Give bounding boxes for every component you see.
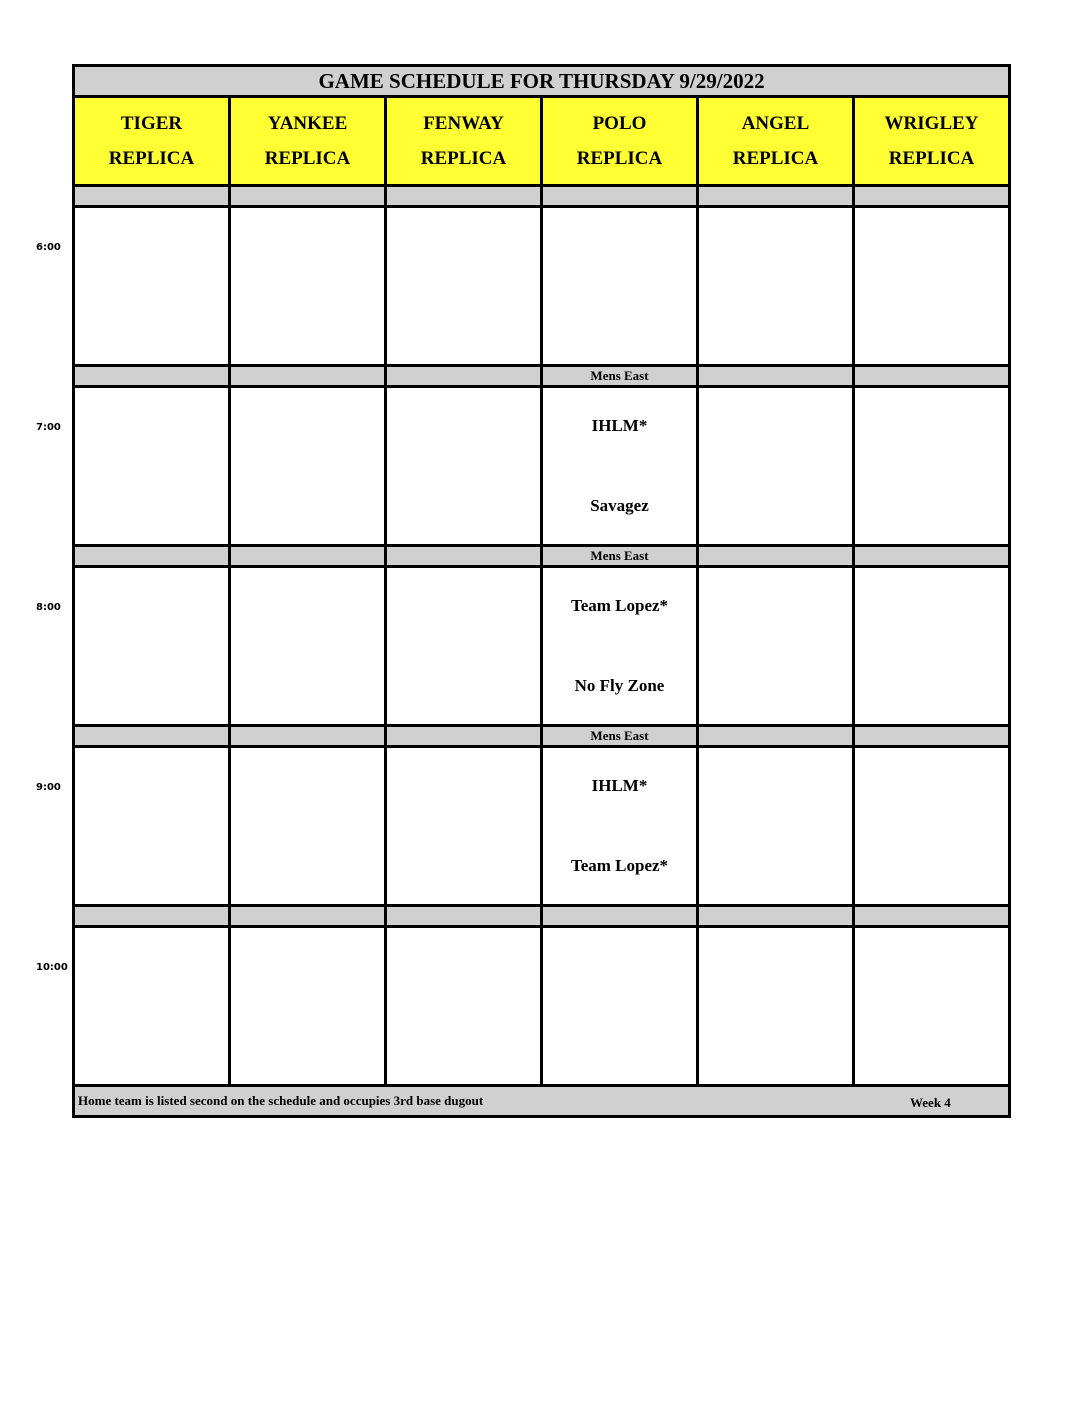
empty-game-cell — [854, 747, 1010, 906]
division-label — [854, 366, 1010, 387]
division-label — [698, 546, 854, 567]
empty-game-cell — [74, 567, 230, 726]
away-team: Team Lopez* — [570, 596, 669, 615]
field-type: REPLICA — [732, 148, 819, 169]
division-label — [230, 726, 386, 747]
home-team: Savagez — [590, 496, 649, 515]
division-label — [854, 546, 1010, 567]
schedule-table — [72, 64, 1011, 1118]
division-label — [854, 726, 1010, 747]
division-label — [698, 726, 854, 747]
empty-game-cell — [386, 747, 542, 906]
empty-game-cell — [854, 567, 1010, 726]
field-name: YANKEE — [267, 113, 348, 134]
division-label — [386, 186, 542, 207]
empty-game-cell — [698, 207, 854, 366]
empty-game-cell — [542, 927, 698, 1086]
empty-game-cell — [386, 207, 542, 366]
division-label — [854, 186, 1010, 207]
field-type: REPLICA — [264, 148, 351, 169]
field-header-row — [74, 97, 1010, 186]
empty-game-cell — [74, 927, 230, 1086]
empty-game-cell — [386, 387, 542, 546]
empty-game-cell — [698, 567, 854, 726]
game-cell — [542, 567, 698, 726]
time-label: 8:00 — [36, 602, 61, 613]
division-label: Mens East — [542, 546, 698, 567]
empty-game-cell — [230, 387, 386, 546]
home-team: No Fly Zone — [574, 676, 665, 695]
empty-game-cell — [698, 747, 854, 906]
empty-game-cell — [230, 567, 386, 726]
division-label — [230, 186, 386, 207]
game-slot-row — [74, 207, 1010, 366]
division-label — [698, 906, 854, 927]
footer-cell — [74, 1086, 1010, 1117]
empty-game-cell — [74, 207, 230, 366]
division-label — [854, 906, 1010, 927]
division-label — [74, 366, 230, 387]
empty-game-cell — [74, 747, 230, 906]
time-label: 7:00 — [36, 422, 61, 433]
division-row — [74, 906, 1010, 927]
away-team: IHLM* — [591, 416, 648, 435]
field-header-yankee — [230, 97, 386, 186]
division-label — [74, 186, 230, 207]
division-label — [542, 186, 698, 207]
field-header-tiger — [74, 97, 230, 186]
field-header-angel — [698, 97, 854, 186]
division-label — [698, 186, 854, 207]
division-row — [74, 186, 1010, 207]
game-cell — [542, 747, 698, 906]
empty-game-cell — [230, 927, 386, 1086]
division-label — [386, 546, 542, 567]
division-label — [230, 906, 386, 927]
empty-game-cell — [698, 387, 854, 546]
empty-game-cell — [230, 747, 386, 906]
field-header-fenway — [386, 97, 542, 186]
game-slot-row — [74, 387, 1010, 546]
field-name: POLO — [592, 113, 647, 134]
division-label — [386, 366, 542, 387]
division-label: Mens East — [542, 726, 698, 747]
field-name: WRIGLEY — [884, 113, 979, 134]
schedule-title: GAME SCHEDULE FOR THURSDAY 9/29/2022 — [74, 66, 1010, 97]
empty-game-cell — [386, 927, 542, 1086]
division-label — [74, 906, 230, 927]
division-label — [230, 366, 386, 387]
division-label — [386, 726, 542, 747]
field-header-wrigley — [854, 97, 1010, 186]
empty-game-cell — [230, 207, 386, 366]
empty-game-cell — [386, 567, 542, 726]
game-slot-row — [74, 927, 1010, 1086]
field-type: REPLICA — [108, 148, 195, 169]
schedule-sheet — [72, 64, 1008, 1118]
division-row — [74, 726, 1010, 747]
footer-row — [74, 1086, 1010, 1117]
team-spacer — [543, 806, 696, 846]
division-row — [74, 366, 1010, 387]
week-label: Week 4 — [910, 1095, 951, 1110]
field-header-polo — [542, 97, 698, 186]
division-label — [386, 906, 542, 927]
division-label — [230, 546, 386, 567]
empty-game-cell — [854, 387, 1010, 546]
empty-game-cell — [854, 207, 1010, 366]
empty-game-cell — [698, 927, 854, 1086]
division-label — [698, 366, 854, 387]
division-label — [542, 906, 698, 927]
empty-game-cell — [74, 387, 230, 546]
division-label: Mens East — [542, 366, 698, 387]
empty-game-cell — [542, 207, 698, 366]
game-cell — [542, 387, 698, 546]
division-row — [74, 546, 1010, 567]
time-label: 6:00 — [36, 242, 61, 253]
field-type: REPLICA — [888, 148, 975, 169]
time-label: 10:00 — [36, 962, 68, 973]
home-team: Team Lopez* — [570, 856, 669, 875]
game-slot-row — [74, 567, 1010, 726]
field-type: REPLICA — [420, 148, 507, 169]
division-label — [74, 546, 230, 567]
team-spacer — [543, 446, 696, 486]
field-name: TIGER — [120, 113, 183, 134]
time-label: 9:00 — [36, 782, 61, 793]
field-type: REPLICA — [576, 148, 663, 169]
game-slot-row — [74, 747, 1010, 906]
field-name: ANGEL — [741, 113, 810, 134]
away-team: IHLM* — [591, 776, 648, 795]
division-label — [74, 726, 230, 747]
empty-game-cell — [854, 927, 1010, 1086]
home-team-note: Home team is listed second on the schedule and occupies 3rd base dugout — [78, 1093, 484, 1108]
field-name: FENWAY — [423, 113, 504, 134]
team-spacer — [543, 626, 696, 666]
